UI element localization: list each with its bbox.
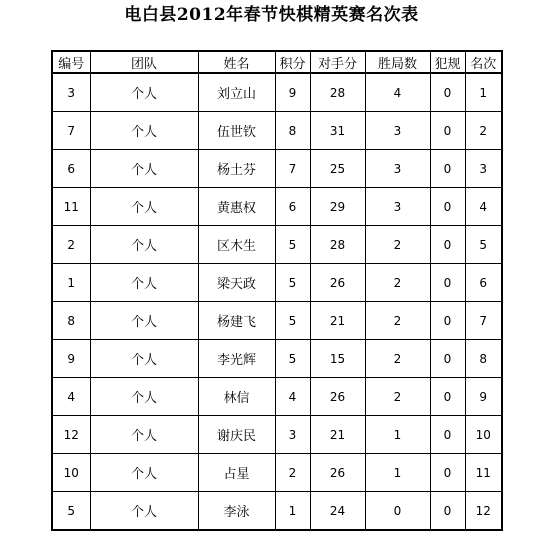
wins-cell: 2 [365, 378, 430, 416]
team-cell: 个人 [90, 340, 198, 378]
fouls-cell: 0 [430, 264, 465, 302]
points-cell: 6 [275, 188, 310, 226]
table-row [52, 73, 502, 112]
opponent-points-cell: 25 [310, 150, 365, 188]
id-cell: 8 [52, 302, 90, 340]
points-cell: 5 [275, 226, 310, 264]
name-cell: 杨土芬 [198, 150, 275, 188]
table-row [52, 188, 502, 226]
team-cell: 个人 [90, 226, 198, 264]
column-header-fouls: 犯规 [430, 51, 465, 73]
rank-cell: 3 [465, 150, 502, 188]
column-header-rank: 名次 [465, 51, 502, 73]
rank-cell: 8 [465, 340, 502, 378]
wins-cell: 3 [365, 150, 430, 188]
wins-cell: 3 [365, 112, 430, 150]
rank-cell: 7 [465, 302, 502, 340]
fouls-cell: 0 [430, 302, 465, 340]
team-cell: 个人 [90, 112, 198, 150]
name-cell: 区木生 [198, 226, 275, 264]
rank-cell: 5 [465, 226, 502, 264]
column-header-team: 团队 [90, 51, 198, 73]
points-cell: 9 [275, 73, 310, 112]
column-header-opponent-points: 对手分 [310, 51, 365, 73]
fouls-cell: 0 [430, 416, 465, 454]
table-header-row [52, 51, 502, 73]
wins-cell: 4 [365, 73, 430, 112]
points-cell: 1 [275, 492, 310, 531]
id-cell: 4 [52, 378, 90, 416]
table-row [52, 150, 502, 188]
team-cell: 个人 [90, 416, 198, 454]
id-cell: 9 [52, 340, 90, 378]
opponent-points-cell: 29 [310, 188, 365, 226]
fouls-cell: 0 [430, 378, 465, 416]
wins-cell: 2 [365, 302, 430, 340]
table-row [52, 226, 502, 264]
fouls-cell: 0 [430, 73, 465, 112]
rank-cell: 1 [465, 73, 502, 112]
points-cell: 4 [275, 378, 310, 416]
name-cell: 林信 [198, 378, 275, 416]
opponent-points-cell: 28 [310, 73, 365, 112]
table-row [52, 492, 502, 531]
id-cell: 11 [52, 188, 90, 226]
name-cell: 李泳 [198, 492, 275, 531]
team-cell: 个人 [90, 378, 198, 416]
name-cell: 李光辉 [198, 340, 275, 378]
rank-cell: 11 [465, 454, 502, 492]
column-header-id: 编号 [52, 51, 90, 73]
column-header-name: 姓名 [198, 51, 275, 73]
name-cell: 刘立山 [198, 73, 275, 112]
opponent-points-cell: 15 [310, 340, 365, 378]
points-cell: 8 [275, 112, 310, 150]
id-cell: 5 [52, 492, 90, 531]
opponent-points-cell: 28 [310, 226, 365, 264]
rank-cell: 4 [465, 188, 502, 226]
team-cell: 个人 [90, 302, 198, 340]
page-title: 电白县2012年春节快棋精英赛名次表 [124, 5, 419, 25]
id-cell: 1 [52, 264, 90, 302]
team-cell: 个人 [90, 492, 198, 531]
points-cell: 5 [275, 340, 310, 378]
name-cell: 杨建飞 [198, 302, 275, 340]
table-row [52, 340, 502, 378]
fouls-cell: 0 [430, 112, 465, 150]
team-cell: 个人 [90, 150, 198, 188]
table-row [52, 416, 502, 454]
wins-cell: 3 [365, 188, 430, 226]
points-cell: 3 [275, 416, 310, 454]
column-header-points: 积分 [275, 51, 310, 73]
opponent-points-cell: 21 [310, 416, 365, 454]
rank-cell: 12 [465, 492, 502, 531]
table-row [52, 454, 502, 492]
points-cell: 5 [275, 264, 310, 302]
points-cell: 7 [275, 150, 310, 188]
id-cell: 2 [52, 226, 90, 264]
rank-cell: 9 [465, 378, 502, 416]
points-cell: 2 [275, 454, 310, 492]
opponent-points-cell: 24 [310, 492, 365, 531]
table-row [52, 378, 502, 416]
wins-cell: 1 [365, 454, 430, 492]
id-cell: 3 [52, 73, 90, 112]
opponent-points-cell: 21 [310, 302, 365, 340]
fouls-cell: 0 [430, 188, 465, 226]
name-cell: 占星 [198, 454, 275, 492]
results-table [51, 50, 503, 531]
table-body [52, 73, 502, 530]
name-cell: 黄惠权 [198, 188, 275, 226]
id-cell: 10 [52, 454, 90, 492]
wins-cell: 1 [365, 416, 430, 454]
rank-cell: 6 [465, 264, 502, 302]
rank-cell: 10 [465, 416, 502, 454]
table-row [52, 112, 502, 150]
name-cell: 谢庆民 [198, 416, 275, 454]
rank-cell: 2 [465, 112, 502, 150]
wins-cell: 2 [365, 264, 430, 302]
column-header-wins: 胜局数 [365, 51, 430, 73]
opponent-points-cell: 26 [310, 378, 365, 416]
name-cell: 伍世钦 [198, 112, 275, 150]
opponent-points-cell: 26 [310, 454, 365, 492]
fouls-cell: 0 [430, 150, 465, 188]
wins-cell: 2 [365, 340, 430, 378]
fouls-cell: 0 [430, 454, 465, 492]
id-cell: 7 [52, 112, 90, 150]
fouls-cell: 0 [430, 226, 465, 264]
table-row [52, 302, 502, 340]
table-row [52, 264, 502, 302]
wins-cell: 2 [365, 226, 430, 264]
fouls-cell: 0 [430, 340, 465, 378]
team-cell: 个人 [90, 188, 198, 226]
wins-cell: 0 [365, 492, 430, 531]
team-cell: 个人 [90, 73, 198, 112]
opponent-points-cell: 26 [310, 264, 365, 302]
opponent-points-cell: 31 [310, 112, 365, 150]
id-cell: 6 [52, 150, 90, 188]
points-cell: 5 [275, 302, 310, 340]
fouls-cell: 0 [430, 492, 465, 531]
id-cell: 12 [52, 416, 90, 454]
team-cell: 个人 [90, 264, 198, 302]
team-cell: 个人 [90, 454, 198, 492]
name-cell: 梁天政 [198, 264, 275, 302]
